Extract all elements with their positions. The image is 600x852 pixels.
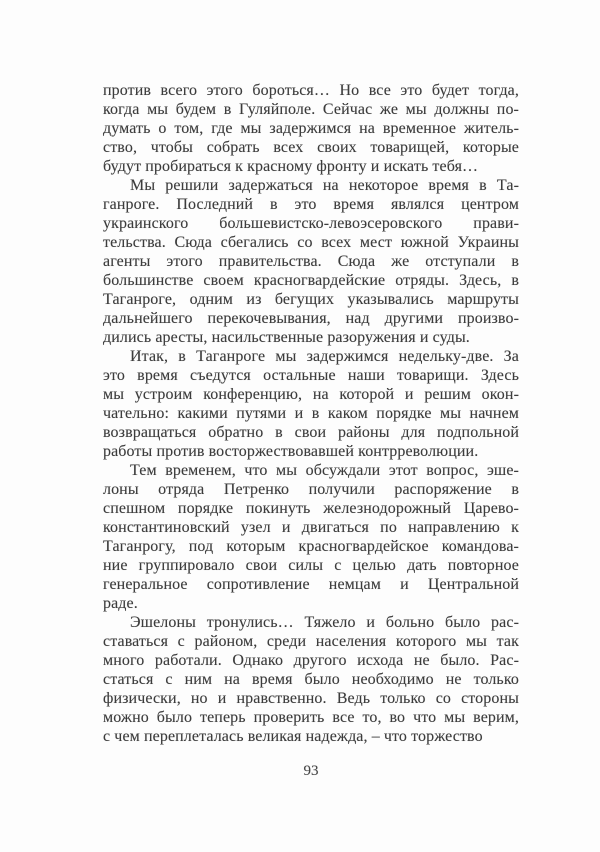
text-line: генеральное сопротивление немцам и Центральной: [103, 576, 519, 593]
text-line: физически, но и нравственно. Ведь только со стороны: [103, 690, 519, 707]
text-line: Таганроге, одним из бегущих указывались маршруты: [103, 291, 519, 308]
text-line: ганроге. Последний в это время являлся центром: [103, 196, 519, 213]
paragraph: [103, 613, 519, 746]
text-line: статься с ним на время было необходимо не только: [103, 671, 519, 688]
text-line: против всего этого бороться… Но все это будет тогда,: [103, 82, 519, 99]
paragraph: [103, 176, 519, 347]
text-line: Тем временем, что мы обсуждали этот вопрос, эше-: [130, 462, 519, 479]
text-line: лоны отряда Петренко получили распоряжение в: [103, 481, 519, 498]
text-line: большинстве своем красногвардейские отряды. Здесь, в: [103, 272, 519, 289]
text-line: агенты этого правительства. Сюда же отступали в: [103, 253, 519, 270]
paragraph: [103, 461, 519, 613]
page-number: 93: [303, 763, 319, 779]
text-line: ставаться с районом, среди населения которого мы так: [103, 633, 519, 650]
paragraph: [103, 81, 519, 176]
text-line: ство, чтобы собрать всех своих товарищей, которые: [103, 139, 519, 156]
text-line: ние группировало свои силы с целью дать повторное: [103, 557, 519, 574]
text-line: дились аресты, насильственные разоружения и суды.: [103, 329, 470, 346]
text-line: украинского большевистско-левоэсеровского прави-: [103, 215, 519, 232]
text-line: с чем переплеталась великая надежда, – что торжество: [103, 728, 483, 745]
text-line: раде.: [103, 595, 138, 612]
text-line: Эшелоны тронулись… Тяжело и больно было рас-: [130, 614, 519, 631]
text-line: спешном порядке покинуть железнодорожный Царево-: [103, 500, 519, 517]
text-line: это время съедутся остальные наши товарищи. Здесь: [103, 367, 519, 384]
text-line: Итак, в Таганроге мы задержимся недельку-две. За: [130, 348, 519, 365]
text-line: возвращаться обратно в свои районы для подпольной: [103, 424, 519, 441]
text-line: будут пробираться к красному фронту и искать тебя…: [103, 158, 479, 175]
text-line: много работали. Однако другого исхода не было. Рас-: [103, 652, 519, 669]
text-line: Таганрогу, под которым красногвардейское командова-: [103, 538, 519, 555]
paragraph: [103, 347, 519, 461]
text-line: Мы решили задержаться на некоторое время в Та-: [130, 177, 519, 194]
text-line: чательно: какими путями и в каком порядке мы начнем: [103, 405, 519, 422]
text-line: когда мы будем в Гуляйполе. Сейчас же мы должны по-: [103, 101, 519, 118]
text-line: работы против восторжествовавшей контрреволюции.: [103, 443, 479, 460]
text-line: константиновский узел и двигаться по направлению к: [103, 519, 519, 536]
text-line: тельства. Сюда сбегались со всех мест южной Украины: [103, 234, 519, 251]
text-block: [103, 81, 519, 746]
text-line: можно было теперь проверить все то, во что мы верим,: [103, 709, 519, 726]
text-line: думать о том, где мы задержимся на временное житель-: [103, 120, 519, 137]
text-line: дальнейшего перекочевывания, над другими произво-: [103, 310, 519, 327]
text-line: мы устроим конференцию, на которой и решим окон-: [103, 386, 519, 403]
